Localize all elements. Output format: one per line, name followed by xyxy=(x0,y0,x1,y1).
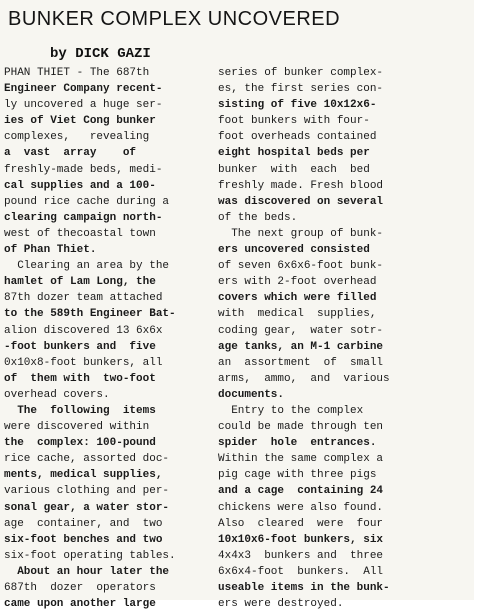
article-line: 87th dozer team attached xyxy=(4,292,163,305)
article-line: ers with 2-foot overhead xyxy=(218,276,377,289)
article-line: foot bunkers with four- xyxy=(218,115,370,128)
article-line: cal supplies and a 100- xyxy=(4,179,156,192)
article-line: Entry to the complex xyxy=(218,404,364,417)
article-line: age container, and two xyxy=(4,517,163,530)
article-line: es, the first series con- xyxy=(218,83,384,96)
article-line: six-foot benches and two xyxy=(4,533,163,546)
article-line: arms, ammo, and various xyxy=(218,372,390,385)
article-line: six-foot operating tables. xyxy=(4,549,176,562)
article-line: 6x6x4-foot bunkers. All xyxy=(218,565,384,578)
article-line: came upon another large xyxy=(4,598,156,611)
article-line: hamlet of Lam Long, the xyxy=(4,276,156,289)
article-line: age tanks, an M-1 carbine xyxy=(218,340,384,353)
article-line: The next group of bunk- xyxy=(218,227,384,240)
article-line: coding gear, water sotr- xyxy=(218,324,384,337)
article-line: west of thecoastal town xyxy=(4,227,156,240)
article-line: About an hour later the xyxy=(4,565,170,578)
article-line: Clearing an area by the xyxy=(4,260,170,273)
article-line: -foot bunkers and five xyxy=(4,340,156,353)
article-line: PHAN THIET - The 687th xyxy=(4,67,150,79)
article-line: was discovered on several xyxy=(218,195,384,208)
article-line: spider hole entrances. xyxy=(218,437,377,450)
article-line: alion discovered 13 6x6x xyxy=(4,324,163,337)
article-line: could be made through ten xyxy=(218,421,384,434)
article-line: of them with two-foot xyxy=(4,372,156,385)
article-line: rice cache, assorted doc- xyxy=(4,453,170,466)
article-line: covers which were filled xyxy=(218,292,377,305)
article-line: an assortment of small xyxy=(218,356,384,369)
article-line: overhead covers. xyxy=(4,388,110,401)
article-line: ers uncovered consisted xyxy=(218,244,370,257)
article-line: freshly-made beds, medi- xyxy=(4,163,163,176)
article-line: foot overheads contained xyxy=(218,131,377,144)
article-line: freshly made. Fresh blood xyxy=(218,179,384,192)
article-line: were discovered within xyxy=(4,421,150,434)
article-line: Also cleared were four xyxy=(218,517,384,530)
article-line: the complex: 100-pound xyxy=(4,437,156,450)
article-line: 0x10x8-foot bunkers, all xyxy=(4,356,163,369)
article-line: of the beds. xyxy=(218,211,298,224)
article-line: and a cage containing 24 xyxy=(218,485,384,498)
article-line: pound rice cache during a xyxy=(4,195,170,208)
article-line: various clothing and per- xyxy=(4,485,170,498)
article-line: useable items in the bunk- xyxy=(218,582,390,594)
article-line: 687th dozer operators xyxy=(4,582,156,594)
article-line: Within the same complex a xyxy=(218,453,384,466)
article-line: ly uncovered a huge ser- xyxy=(4,99,163,112)
article-line: ments, medical supplies, xyxy=(4,469,163,482)
article-line: of Phan Thiet. xyxy=(4,244,97,257)
article-line: Engineer Company recent- xyxy=(4,83,163,96)
article-line: of seven 6x6x6-foot bunk- xyxy=(218,260,384,273)
article-byline: by DICK GAZI xyxy=(50,46,151,62)
left-column xyxy=(4,65,208,612)
article-line: 4x4x3 bunkers and three xyxy=(218,549,384,562)
article-line: The following items xyxy=(4,404,156,417)
article-line: ers were destroyed. xyxy=(218,598,344,611)
article-line: sisting of five 10x12x6- xyxy=(218,99,377,112)
article-line: clearing campaign north- xyxy=(4,211,163,224)
article-line: ies of Viet Cong bunker xyxy=(4,115,156,128)
article-line: sonal gear, a water stor- xyxy=(4,501,170,514)
article-headline: BUNKER COMPLEX UNCOVERED xyxy=(8,8,341,30)
right-column xyxy=(218,65,432,612)
article-line: chickens were also found. xyxy=(218,501,384,514)
article-line: pig cage with three pigs xyxy=(218,469,377,482)
article-line: documents. xyxy=(218,388,285,401)
article-line: 10x10x6-foot bunkers, six xyxy=(218,533,384,546)
article-line: series of bunker complex- xyxy=(218,67,384,79)
article-line: to the 589th Engineer Bat- xyxy=(4,308,176,321)
article-line: bunker with each bed xyxy=(218,163,370,176)
article-line: eight hospital beds per xyxy=(218,147,370,160)
article-line: complexes, revealing xyxy=(4,131,150,144)
article-line: with medical supplies, xyxy=(218,308,377,321)
article-line: a vast array of xyxy=(4,147,137,160)
